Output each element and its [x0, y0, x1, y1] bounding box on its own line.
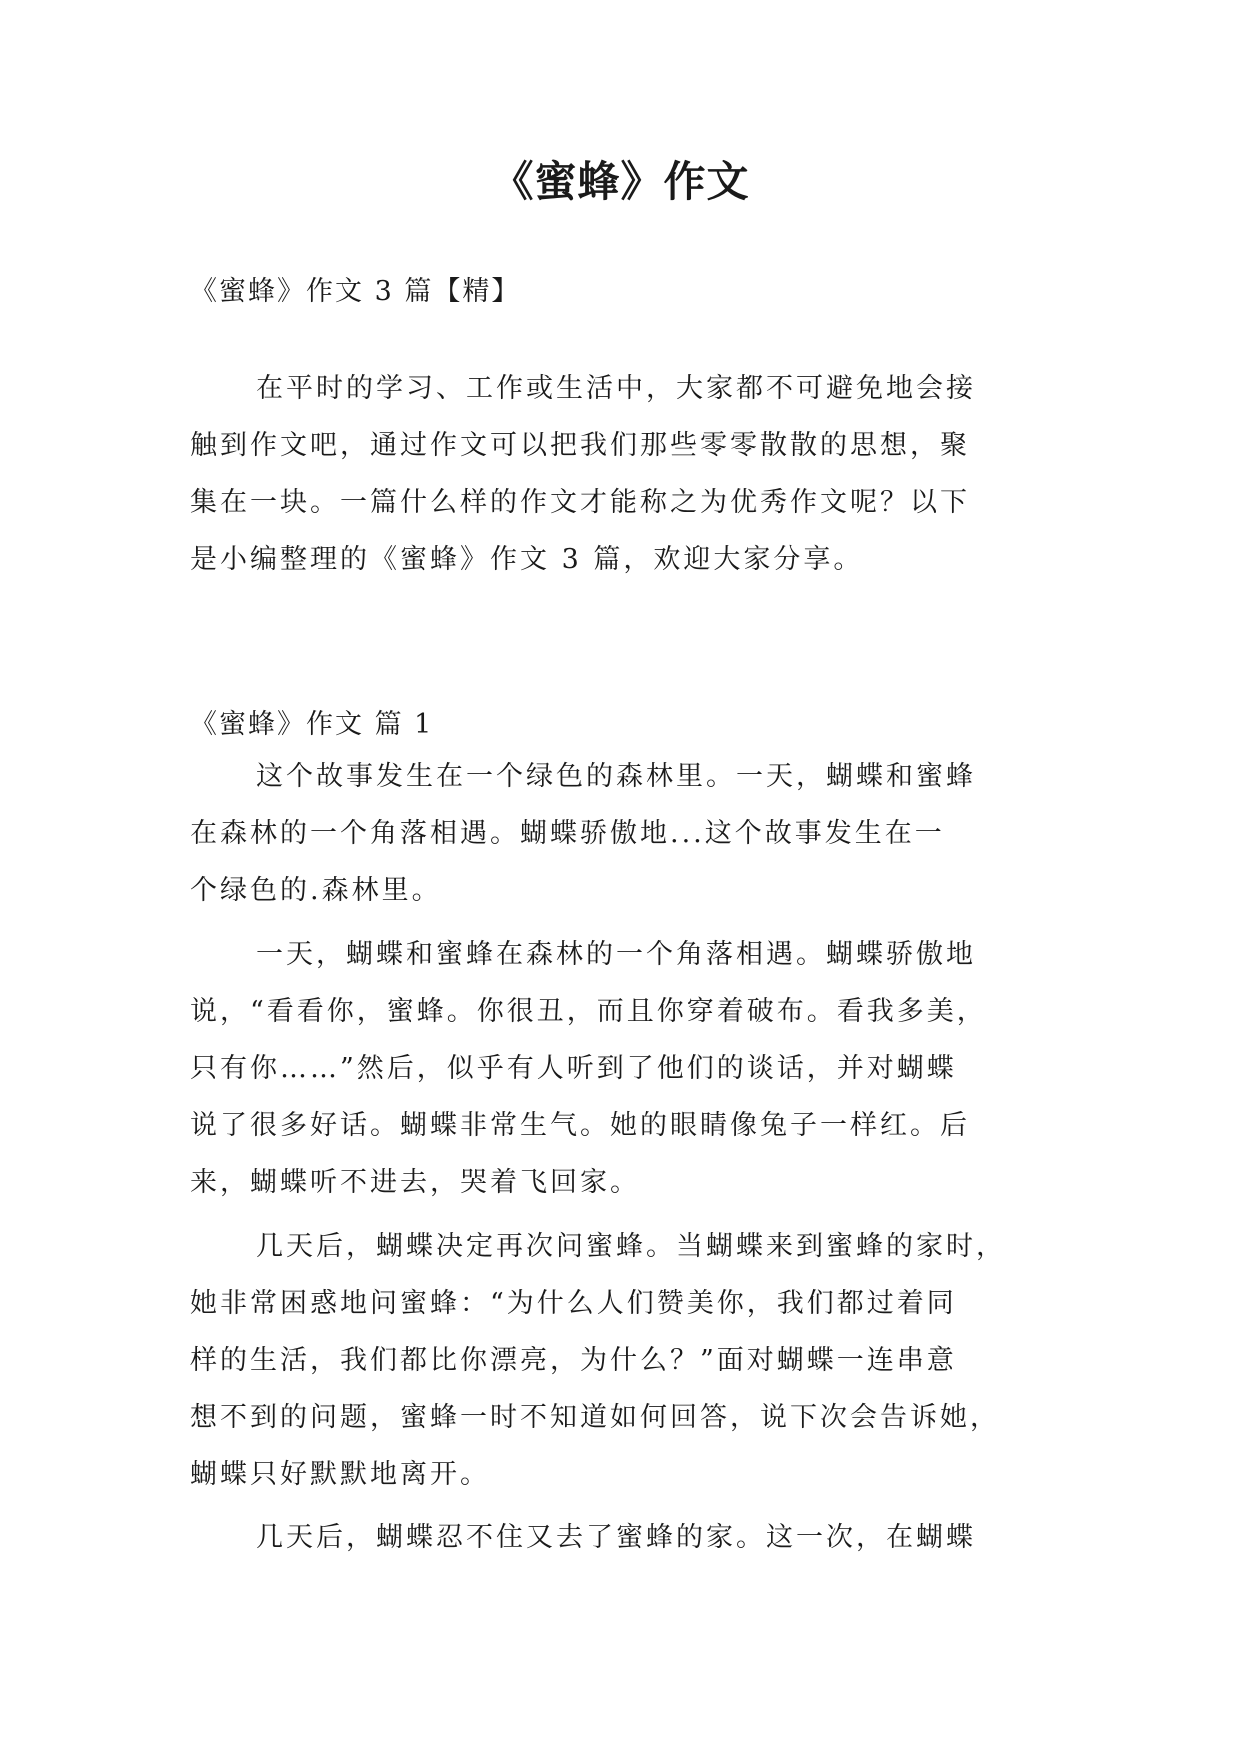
story-paragraph-3 [190, 1218, 1052, 1503]
intro-line: 集在一块。一篇什么样的作文才能称之为优秀作文呢？以下 [190, 487, 970, 518]
paragraph-line: 样的生活，我们都比你漂亮，为什么？”面对蝴蝶一连串意 [190, 1345, 957, 1376]
story-paragraph-4 [190, 1509, 1052, 1566]
intro-paragraph [190, 360, 1052, 588]
paragraph-line: 来，蝴蝶听不进去，哭着飞回家。 [190, 1167, 640, 1198]
paragraph-line: 在森林的一个角落相遇。蝴蝶骄傲地...这个故事发生在一 [190, 818, 945, 849]
document-subtitle: 《蜜蜂》作文 3 篇【精】 [190, 276, 521, 307]
paragraph-line: 几天后，蝴蝶决定再次问蜜蜂。当蝴蝶来到蜜蜂的家时， [256, 1231, 1006, 1262]
section-heading: 《蜜蜂》作文 篇 1 [190, 709, 434, 740]
intro-line: 在平时的学习、工作或生活中，大家都不可避免地会接 [256, 373, 976, 404]
paragraph-line: 她非常困惑地问蜜蜂：“为什么人们赞美你，我们都过着同 [190, 1288, 957, 1319]
paragraph-line: 这个故事发生在一个绿色的森林里。一天，蝴蝶和蜜蜂 [256, 761, 976, 792]
paragraph-line: 想不到的问题，蜜蜂一时不知道如何回答，说下次会告诉她， [190, 1402, 1000, 1433]
intro-line: 是小编整理的《蜜蜂》作文 3 篇，欢迎大家分享。 [190, 544, 864, 575]
paragraph-line: 几天后，蝴蝶忍不住又去了蜜蜂的家。这一次，在蝴蝶 [256, 1522, 976, 1553]
paragraph-line: 说了很多好话。蝴蝶非常生气。她的眼睛像兔子一样红。后 [190, 1110, 970, 1141]
intro-line: 触到作文吧，通过作文可以把我们那些零零散散的思想，聚 [190, 430, 970, 461]
paragraph-line: 个绿色的.森林里。 [190, 875, 442, 906]
story-paragraph-1 [190, 748, 1052, 919]
paragraph-line: 一天，蝴蝶和蜜蜂在森林的一个角落相遇。蝴蝶骄傲地 [256, 939, 976, 970]
paragraph-line: 说，“看看你，蜜蜂。你很丑，而且你穿着破布。看我多美， [190, 996, 987, 1027]
page-title: 《蜜蜂》作文 [491, 157, 750, 206]
paragraph-line: 只有你……”然后，似乎有人听到了他们的谈话，并对蝴蝶 [190, 1053, 957, 1084]
paragraph-line: 蝴蝶只好默默地离开。 [190, 1459, 490, 1490]
story-paragraph-2 [190, 926, 1052, 1211]
